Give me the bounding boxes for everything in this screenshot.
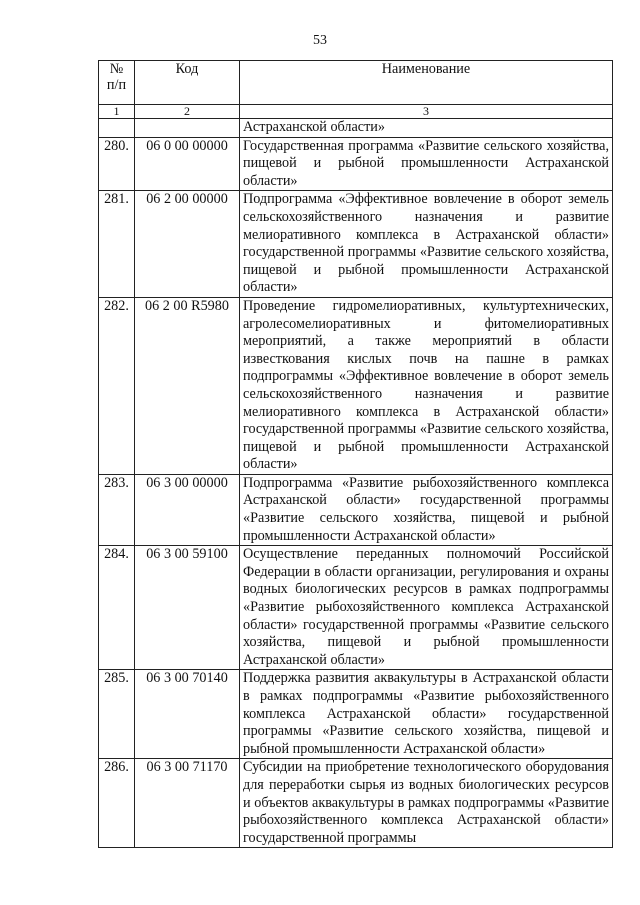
column-number-row bbox=[99, 105, 613, 119]
table-row bbox=[99, 297, 613, 474]
header-name: Наименование bbox=[240, 61, 613, 105]
row-num: 282. bbox=[99, 297, 135, 474]
column-number: 1 bbox=[99, 105, 135, 119]
header-code: Код bbox=[135, 61, 240, 105]
row-num: 284. bbox=[99, 546, 135, 670]
table-row bbox=[99, 546, 613, 670]
table-header-row bbox=[99, 61, 613, 105]
row-num: 281. bbox=[99, 191, 135, 298]
table-row bbox=[99, 137, 613, 191]
page-number: 53 bbox=[313, 33, 327, 48]
row-code: 06 2 00 00000 bbox=[135, 191, 240, 298]
row-num: 280. bbox=[99, 137, 135, 191]
row-code: 06 3 00 71170 bbox=[135, 759, 240, 848]
row-code bbox=[135, 119, 240, 138]
row-num bbox=[99, 119, 135, 138]
row-name: Осуществление переданных полномочий Российской Федерации в области организации, регулирования и охраны водных биологических ресурсов в рамках подпрограммы «Развитие рыбохозяйственного комплекса Астраханской области» государственной программы «Развитие сельского хозяйства, пищевой и рыбной промышленности Астраханской области» bbox=[240, 546, 613, 670]
header-num-line2: п/п bbox=[106, 77, 127, 93]
row-name: Государственная программа «Развитие сельского хозяйства, пищевой и рыбной промышленности Астраханской области» bbox=[240, 137, 613, 191]
row-name: Астраханской области» bbox=[240, 119, 613, 138]
row-code: 06 3 00 59100 bbox=[135, 546, 240, 670]
row-num: 286. bbox=[99, 759, 135, 848]
table-row bbox=[99, 670, 613, 759]
column-number: 2 bbox=[135, 105, 240, 119]
budget-classification-table bbox=[98, 60, 613, 848]
header-num-line1: № bbox=[109, 61, 124, 77]
table-row bbox=[99, 759, 613, 848]
row-num: 283. bbox=[99, 474, 135, 545]
row-name: Подпрограмма «Эффективное вовлечение в оборот земель сельскохозяйственного назначения и развитие мелиоративного комплекса в Астраханской области» государственной программы «Развитие сельского хозяйства, пищевой и рыбной промышленности Астраханской области» bbox=[240, 191, 613, 298]
header-num bbox=[99, 61, 135, 105]
row-code: 06 0 00 00000 bbox=[135, 137, 240, 191]
table-row bbox=[99, 191, 613, 298]
continuation-row bbox=[99, 119, 613, 138]
row-name: Подпрограмма «Развитие рыбохозяйственного комплекса Астраханской области» государственной программы «Развитие сельского хозяйства, пищевой и рыбной промышленности Астраханской области» bbox=[240, 474, 613, 545]
row-name: Поддержка развития аквакультуры в Астраханской области в рамках подпрограммы «Развитие рыбохозяйственного комплекса Астраханской области» государственной программы «Развитие сельского хозяйства, пищевой и рыбной промышленности Астраханской области» bbox=[240, 670, 613, 759]
row-num: 285. bbox=[99, 670, 135, 759]
row-code: 06 3 00 00000 bbox=[135, 474, 240, 545]
row-name: Проведение гидромелиоративных, культуртехнических, агролесомелиоративных и фитомелиоративных мероприятий, а также мероприятий в области известкования кислых почв на пашне в рамках подпрограммы «Эффективное вовлечение в оборот земель сельскохозяйственного назначения и развитие мелиоративного комплекса в Астраханской области» государственной программы «Развитие сельского хозяйства, пищевой и рыбной промышленности Астраханской области» bbox=[240, 297, 613, 474]
column-number: 3 bbox=[240, 105, 613, 119]
row-code: 06 2 00 R5980 bbox=[135, 297, 240, 474]
row-name: Субсидии на приобретение технологического оборудования для переработки сырья из водных биологических ресурсов и объектов аквакультуры в рамках подпрограммы «Развитие рыбохозяйственного комплекса Астраханской области» государственной программы bbox=[240, 759, 613, 848]
table-row bbox=[99, 474, 613, 545]
row-code: 06 3 00 70140 bbox=[135, 670, 240, 759]
